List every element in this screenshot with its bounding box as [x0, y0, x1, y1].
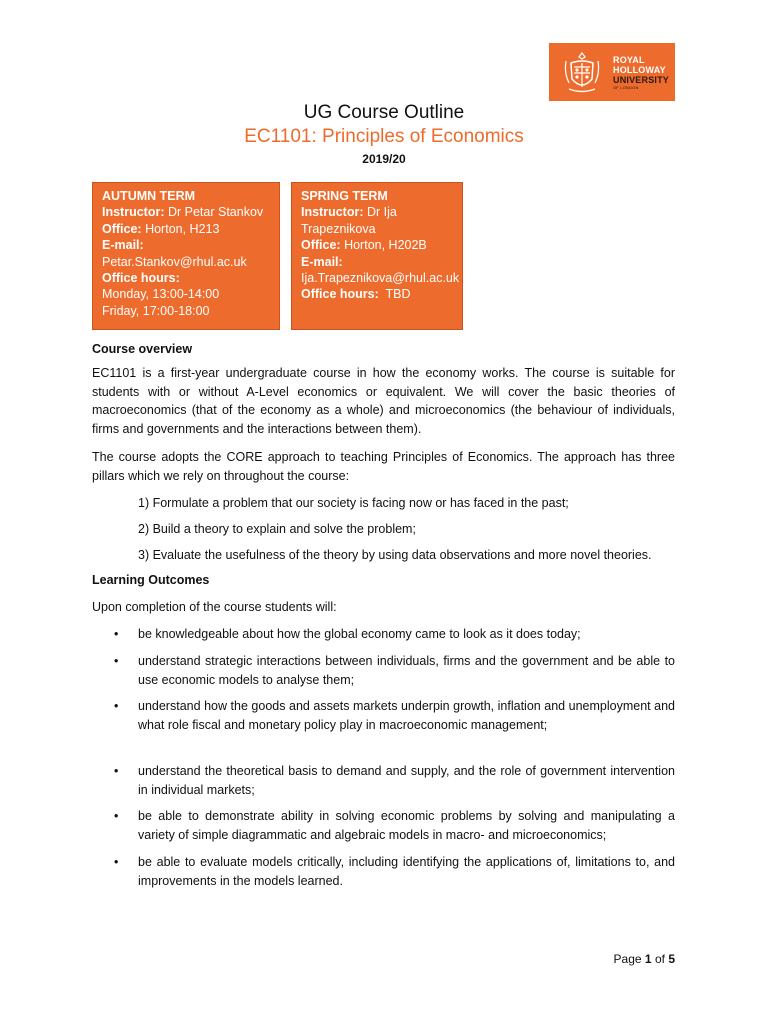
- autumn-term-box: [92, 182, 280, 330]
- logo-wordmark: [613, 55, 669, 91]
- outcomes-item: [92, 807, 675, 844]
- bullet-icon: •: [114, 654, 119, 668]
- email-label: E-mail:: [301, 254, 343, 269]
- list-item-text: be able to demonstrate ability in solving economic problems by solving and manipulating a variety of simple diagrammatic and algebraic models in macro- and microeconomics;: [138, 809, 675, 842]
- list-item: [92, 853, 675, 890]
- instructor-label: Instructor:: [102, 205, 165, 220]
- academic-year: 2019/20: [362, 152, 406, 166]
- instructor-label: Instructor:: [301, 205, 364, 220]
- course-title: EC1101: Principles of Economics: [244, 126, 524, 147]
- list-item-text: be knowledgeable about how the global economy came to look as it does today;: [138, 627, 581, 641]
- office-value: Horton, H202B: [344, 238, 427, 253]
- list-item: [92, 625, 675, 644]
- page-number: [610, 952, 675, 966]
- pillar-item: 1) Formulate a problem that our society is facing now or has faced in the past;: [138, 496, 569, 510]
- instructor-name: Dr Petar Stankov: [167, 205, 264, 220]
- hours-label: Office hours:: [301, 287, 379, 302]
- spring-term-box: [291, 182, 463, 330]
- overview-paragraph: EC1101 is a first-year undergraduate course in how the economy works. The course is suitable for students with or without A-Level economics or equivalent. We will cover the basic theories of macroeconomics (that of the economy as a whole) and microeconomics (the behaviour of individuals, firms and governments and the interactions between them).: [92, 366, 675, 436]
- university-logo: [549, 43, 675, 101]
- bullet-icon: •: [114, 764, 119, 778]
- current-page: 1: [644, 952, 652, 966]
- office-label: Office:: [301, 238, 341, 253]
- list-item: [92, 652, 675, 689]
- outcomes-item: [92, 762, 675, 799]
- hours-value: TBD: [385, 287, 411, 302]
- outcomes-intro: Upon completion of the course students will:: [92, 600, 337, 614]
- page-title: UG Course Outline: [303, 102, 465, 123]
- hours-value: Monday, 13:00-14:00: [102, 287, 220, 302]
- page-label: Page: [613, 952, 642, 966]
- outcomes-item: [92, 652, 675, 689]
- outcomes-item: [92, 625, 675, 644]
- logo-line: ROYAL: [613, 55, 645, 65]
- bullet-icon: •: [114, 627, 119, 641]
- list-item: [92, 697, 675, 734]
- list-item-text: be able to evaluate models critically, including identifying the applications of, limitations to, and improvements in the models learned.: [138, 855, 675, 888]
- instructor-name: Dr Ija Trapeznikova: [301, 205, 397, 236]
- logo-line: UNIVERSITY: [613, 75, 670, 85]
- crest-icon: [563, 49, 601, 95]
- total-pages: 5: [668, 952, 675, 966]
- office-label: Office:: [102, 221, 142, 236]
- office-line: [102, 221, 270, 237]
- hours-value: Friday, 17:00-18:00: [102, 303, 210, 318]
- of-label: of: [654, 952, 665, 966]
- instructor-line: [301, 204, 453, 237]
- hours-line: [301, 286, 453, 302]
- term-heading: SPRING TERM: [301, 189, 388, 203]
- list-item: [92, 762, 675, 799]
- hours-label: Office hours:: [102, 271, 180, 286]
- list-item-text: understand how the goods and assets markets underpin growth, inflation and unemployment and what role fiscal and monetary policy play in macroeconomic management;: [138, 699, 675, 732]
- section-heading-outcomes: Learning Outcomes: [92, 573, 210, 587]
- pillar-item: 2) Build a theory to explain and solve the problem;: [138, 522, 416, 536]
- office-line: [301, 237, 453, 253]
- outcomes-item: [92, 697, 675, 734]
- core-approach-paragraph: The course adopts the CORE approach to teaching Principles of Economics. The approach has three pillars which we rely on throughout the course:: [92, 450, 675, 483]
- term-heading: AUTUMN TERM: [102, 189, 196, 203]
- instructor-line: [102, 204, 270, 220]
- email-link[interactable]: Ija.Trapeznikova@rhul.ac.uk: [301, 271, 460, 286]
- outcomes-item: [92, 853, 675, 890]
- list-item: [92, 807, 675, 844]
- bullet-icon: •: [114, 855, 119, 869]
- logo-line: HOLLOWAY: [613, 65, 666, 75]
- list-item-text: understand the theoretical basis to demand and supply, and the role of government intervention in individual markets;: [138, 764, 675, 797]
- office-value: Horton, H213: [145, 221, 220, 236]
- email-link[interactable]: Petar.Stankov@rhul.ac.uk: [102, 254, 247, 269]
- email-label: E-mail:: [102, 238, 144, 253]
- logo-line: OF LONDON: [613, 85, 639, 90]
- bullet-icon: •: [114, 809, 119, 823]
- bullet-icon: •: [114, 699, 119, 713]
- section-heading-overview: Course overview: [92, 342, 193, 356]
- list-item-text: understand strategic interactions between individuals, firms and the government and be able to use economic models to analyse them;: [138, 654, 675, 687]
- pillar-item: 3) Evaluate the usefulness of the theory by using data observations and more novel theories.: [138, 548, 652, 562]
